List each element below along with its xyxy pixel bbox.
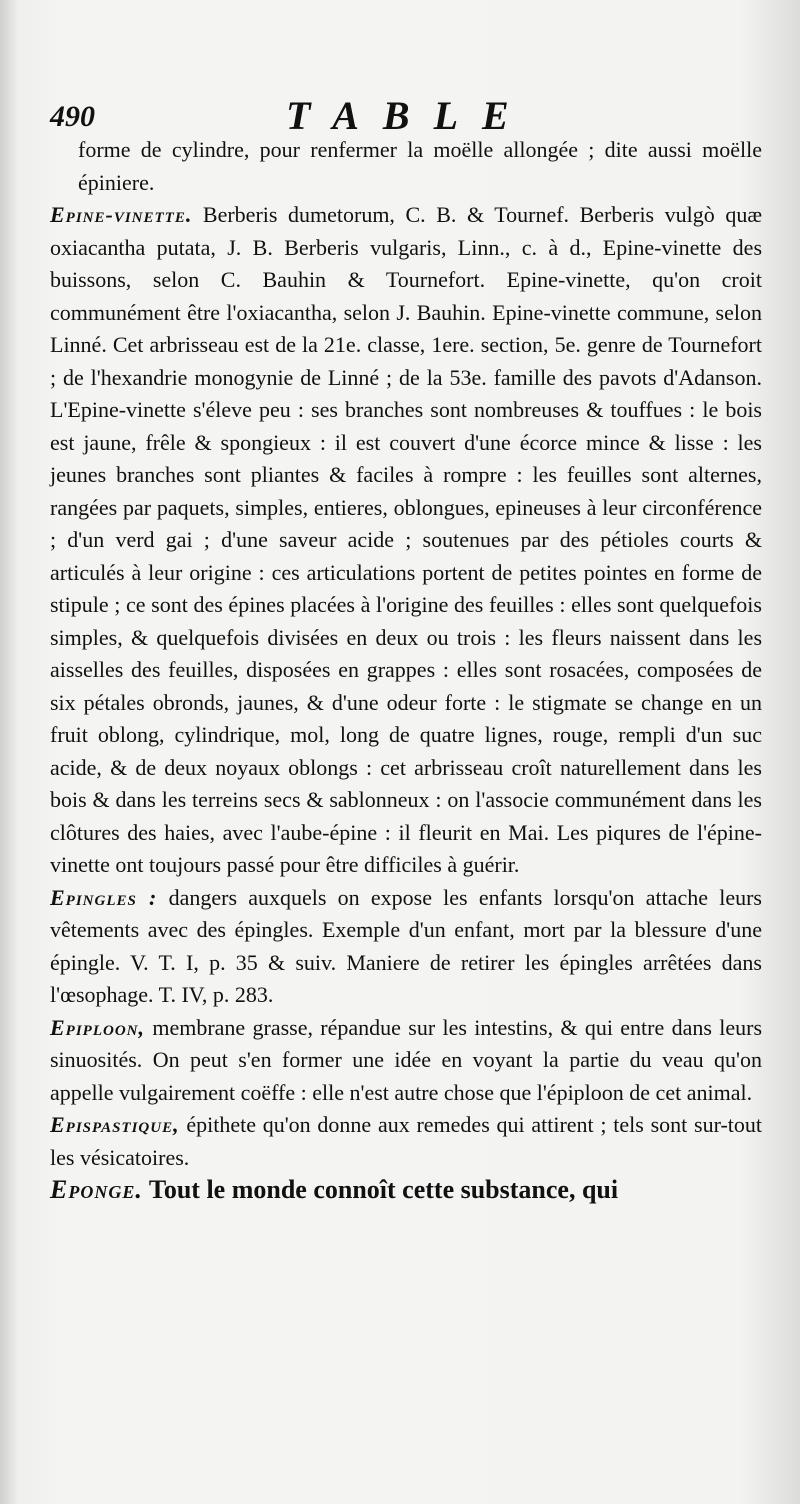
entry-text: membrane grasse, répandue sur les intestins, & qui entre dans leurs sinuosités. On peut s'en former une idée en voyant la partie du veau qu'on appelle vulgairement coëffe : elle n'est autre chose que l'épiploon de cet animal. [50,1014,762,1105]
entry-text: Berberis dumetorum, C. B. & Tournef. Berberis vulgò quæ oxiacantha putata, J. B. Berberis vulgaris, Linn., c. à d., Epine-vinette des buissons, selon C. Bauhin & Tournefort. Epine-vinette, qu'on croit communément être l'oxiacantha, selon J. Bauhin. Epine-vinette commune, selon Linné. Cet arbrisseau est de la 21e. classe, 1ere. section, 5e. genre de Tournefort ; de l'hexandrie monogynie de Linné ; de la 53e. famille des pavots d'Adanson. L'Epine-vinette s'éleve peu : ses branches sont nombreuses & touffues : le bois est jaune, frêle & spongieux : il est couvert d'une écorce mince & lisse : les jeunes branches sont pliantes & faciles à rompre : les feuilles sont alternes, rangées par paquets, simples, entieres, oblongues, epineuses à leur circonférence ; d'un verd gai ; d'une saveur acide ; soutenues par des pétioles courts & articulés à leur origine : ces articulations portent de petites pointes en forme de stipule ; ce sont des épines placées à l'origine des feuilles : elles sont quelquefois simples, & quelquefois divisées en deux ou trois : les fleurs naissent dans les aisselles des feuilles, disposées en grappes : elles sont rosacées, composées de six pétales obronds, jaunes, & d'une odeur forte : le stigmate se change en un fruit oblong, cylindrique, mol, long de quatre lignes, rouge, rempli d'un suc acide, & de deux noyaux oblongs : cet arbrisseau croît naturellement dans les bois & dans les terreins secs & sablonneux : on l'associe communément dans les clôtures des haies, avec l'aube-épine : il fleurit en Mai. Les piqures de l'épine-vinette ont toujours passé pour être difficiles à guérir. [50,202,763,877]
index-entry-eponge [50,1174,762,1207]
index-entry-epiploon [50,1012,762,1110]
running-title: TABLE [286,93,533,138]
index-entry-continuation [50,134,762,199]
entry-text: Tout le monde connoît cette substance, qui [148,1175,619,1204]
entry-headword: Epispastique, [50,1112,180,1137]
index-entry-epingles [50,882,762,1012]
entry-text: dangers auxquels on expose les enfants lorsqu'on attache leurs vêtements avec des épingles. Exemple d'un enfant, mort par la blessure d'une épingle. V. T. I, p. 35 & suiv. Maniere de retirer les épingles arrêtées dans l'œsophage. T. IV, p. 283. [50,884,762,1007]
index-entry-epine-vinette [50,199,762,882]
entry-text: forme de cylindre, pour renfermer la moëlle allongée ; dite aussi moëlle épiniere. [78,137,762,195]
entry-headword: Eponge. [50,1175,143,1204]
page-header [50,92,760,138]
page-number: 490 [50,100,95,133]
entry-headword: Epine-vinette. [50,202,193,227]
index-entry-epispastique [50,1109,762,1174]
entry-headword: Epingles : [50,884,158,910]
entry-text: épithete qu'on donne aux remedes qui attirent ; tels sont sur-tout les vésicatoires. [50,1112,762,1170]
entry-headword: Epiploon, [50,1014,145,1040]
index-body [50,134,762,1207]
